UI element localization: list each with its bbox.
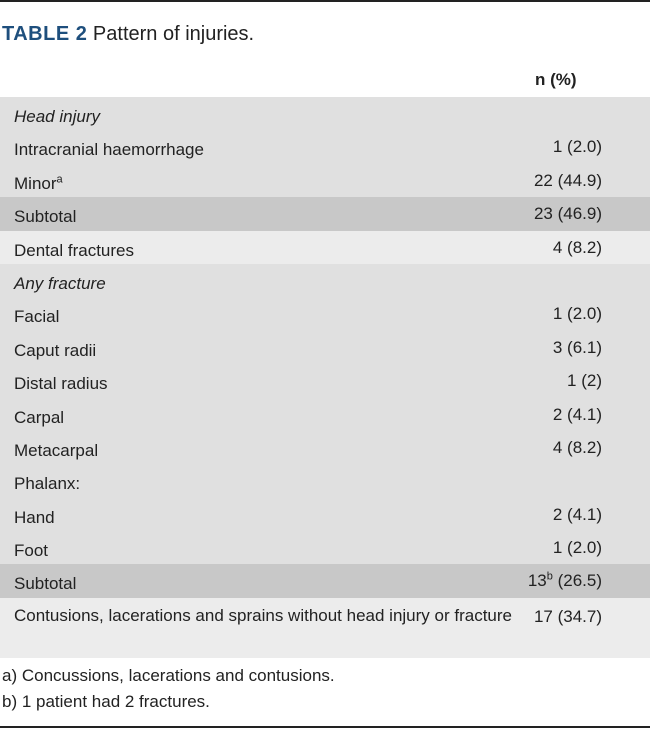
row-label: Any fracture bbox=[14, 273, 106, 293]
row-value: 4 (8.2) bbox=[552, 437, 602, 457]
table-row bbox=[0, 598, 650, 658]
row-value: 17 (34.7) bbox=[533, 606, 602, 626]
row-label: Contusions, lacerations and sprains without head injury or fracture bbox=[14, 605, 512, 625]
injury-table bbox=[0, 97, 650, 658]
table-row bbox=[0, 164, 650, 197]
table-title: Pattern of injuries. bbox=[92, 23, 255, 45]
footnote-b: b) 1 patient had 2 fractures. bbox=[2, 692, 210, 711]
table-row bbox=[0, 464, 650, 497]
table-row bbox=[0, 364, 650, 397]
row-label-text: Minor bbox=[14, 173, 57, 193]
row-value: 2 (4.1) bbox=[552, 504, 602, 524]
row-label: Foot bbox=[14, 541, 49, 561]
row-label: Facial bbox=[14, 307, 60, 327]
row-label: Hand bbox=[14, 507, 55, 527]
row-label bbox=[14, 171, 514, 197]
row-value: 4 (8.2) bbox=[552, 237, 602, 257]
row-label: Carpal bbox=[14, 407, 65, 427]
row-value bbox=[528, 571, 602, 591]
table-row bbox=[0, 531, 650, 564]
row-value: 1 (2.0) bbox=[552, 304, 602, 324]
footnote-marker-b: b bbox=[546, 570, 553, 583]
row-value: 1 (2.0) bbox=[552, 137, 602, 157]
row-value: 1 (2.0) bbox=[552, 538, 602, 558]
row-label: Head injury bbox=[14, 107, 100, 126]
table-row bbox=[0, 231, 650, 264]
table-row bbox=[0, 498, 650, 531]
row-value: 23 (46.9) bbox=[533, 204, 602, 224]
row-value: 1 (2) bbox=[567, 371, 602, 391]
table-number: TABLE 2 bbox=[2, 23, 88, 45]
row-label: Distal radius bbox=[14, 374, 108, 394]
row-label: Phalanx: bbox=[14, 474, 81, 494]
footnote-a: a) Concussions, lacerations and contusions. bbox=[2, 666, 335, 685]
row-value: 22 (44.9) bbox=[533, 170, 602, 190]
table-row-subtotal bbox=[0, 564, 650, 597]
table-row bbox=[0, 431, 650, 464]
table-row bbox=[0, 130, 650, 163]
row-label: Metacarpal bbox=[14, 440, 99, 460]
row-value: 2 (4.1) bbox=[552, 404, 602, 424]
row-label: Subtotal bbox=[14, 207, 77, 227]
row-label: Dental fractures bbox=[14, 240, 134, 260]
column-header-n-percent: n (%) bbox=[535, 70, 577, 89]
table-row bbox=[0, 297, 650, 330]
row-value: 3 (6.1) bbox=[552, 337, 602, 357]
top-rule bbox=[0, 0, 650, 2]
table-row-section-head-injury bbox=[0, 97, 650, 130]
footnote-marker-a: a bbox=[56, 173, 63, 186]
bottom-rule bbox=[0, 726, 650, 728]
table-row bbox=[0, 398, 650, 431]
table-row bbox=[0, 331, 650, 364]
row-label: Caput radii bbox=[14, 340, 97, 360]
table-header bbox=[0, 64, 650, 96]
table-row-section-any-fracture bbox=[0, 264, 650, 297]
row-label: Subtotal bbox=[14, 574, 77, 594]
table-row-subtotal bbox=[0, 197, 650, 230]
row-value-suffix: (26.5) bbox=[552, 571, 602, 591]
row-label: Intracranial haemorrhage bbox=[14, 140, 204, 160]
row-value-number: 13 bbox=[527, 571, 547, 591]
table-footnotes bbox=[2, 663, 335, 715]
table-caption bbox=[2, 20, 254, 48]
